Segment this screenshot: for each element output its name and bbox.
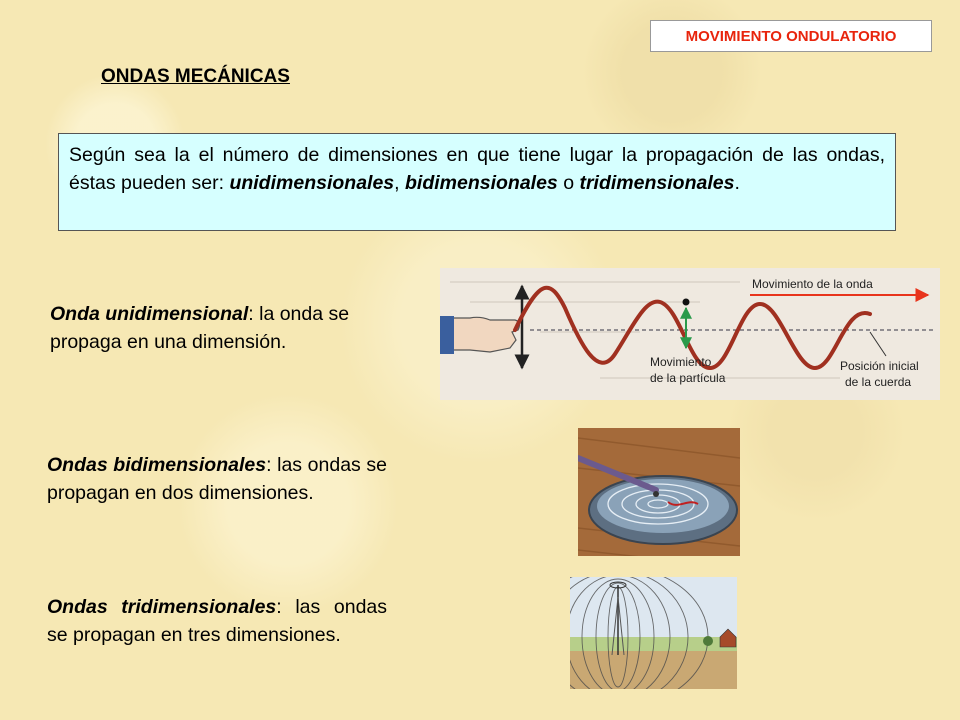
section-bidimensional: [47, 451, 387, 507]
label-particle-1: Movimiento: [650, 355, 712, 369]
page-title: ONDAS MECÁNICAS: [101, 66, 290, 87]
term-tridimensional: Ondas tridimensionales: [47, 596, 277, 618]
text-tridimensional: : las ondas se propagan en tres dimensiones.: [47, 596, 388, 646]
section-tag: MOVIMIENTO ONDULATORIO: [650, 20, 932, 52]
keyword-unidimensional: unidimensionales: [229, 172, 395, 194]
rope-wave-figure: [440, 268, 940, 400]
intro-separator: o: [557, 172, 580, 194]
spherical-waves-figure: [570, 577, 737, 689]
intro-box: [58, 133, 896, 231]
text-unidimensional: : la onda se propaga en una dimensión.: [50, 303, 350, 353]
keyword-bidimensional: bidimensionales: [404, 172, 558, 194]
intro-end: .: [734, 172, 740, 194]
label-position-2: de la cuerda: [845, 375, 912, 389]
intro-separator: ,: [394, 172, 405, 194]
hand-icon: [445, 317, 519, 352]
text-bidimensional: : las ondas se propagan en dos dimensiones.: [47, 454, 388, 504]
water-ripples-figure: [578, 428, 740, 556]
section-tridimensional: [47, 593, 387, 649]
intro-text: Según sea la el número de dimensiones en que tiene lugar la propagación de las ondas, éstas pueden ser:: [69, 144, 885, 194]
term-unidimensional: Onda unidimensional: [50, 303, 249, 325]
keyword-tridimensional: tridimensionales: [579, 172, 735, 194]
label-particle-2: de la partícula: [650, 371, 726, 385]
term-bidimensional: Ondas bidimensionales: [47, 454, 267, 476]
label-position-1: Posición inicial: [840, 359, 919, 373]
label-wave-movement: Movimiento de la onda: [752, 277, 873, 291]
section-unidimensional: [50, 300, 390, 356]
